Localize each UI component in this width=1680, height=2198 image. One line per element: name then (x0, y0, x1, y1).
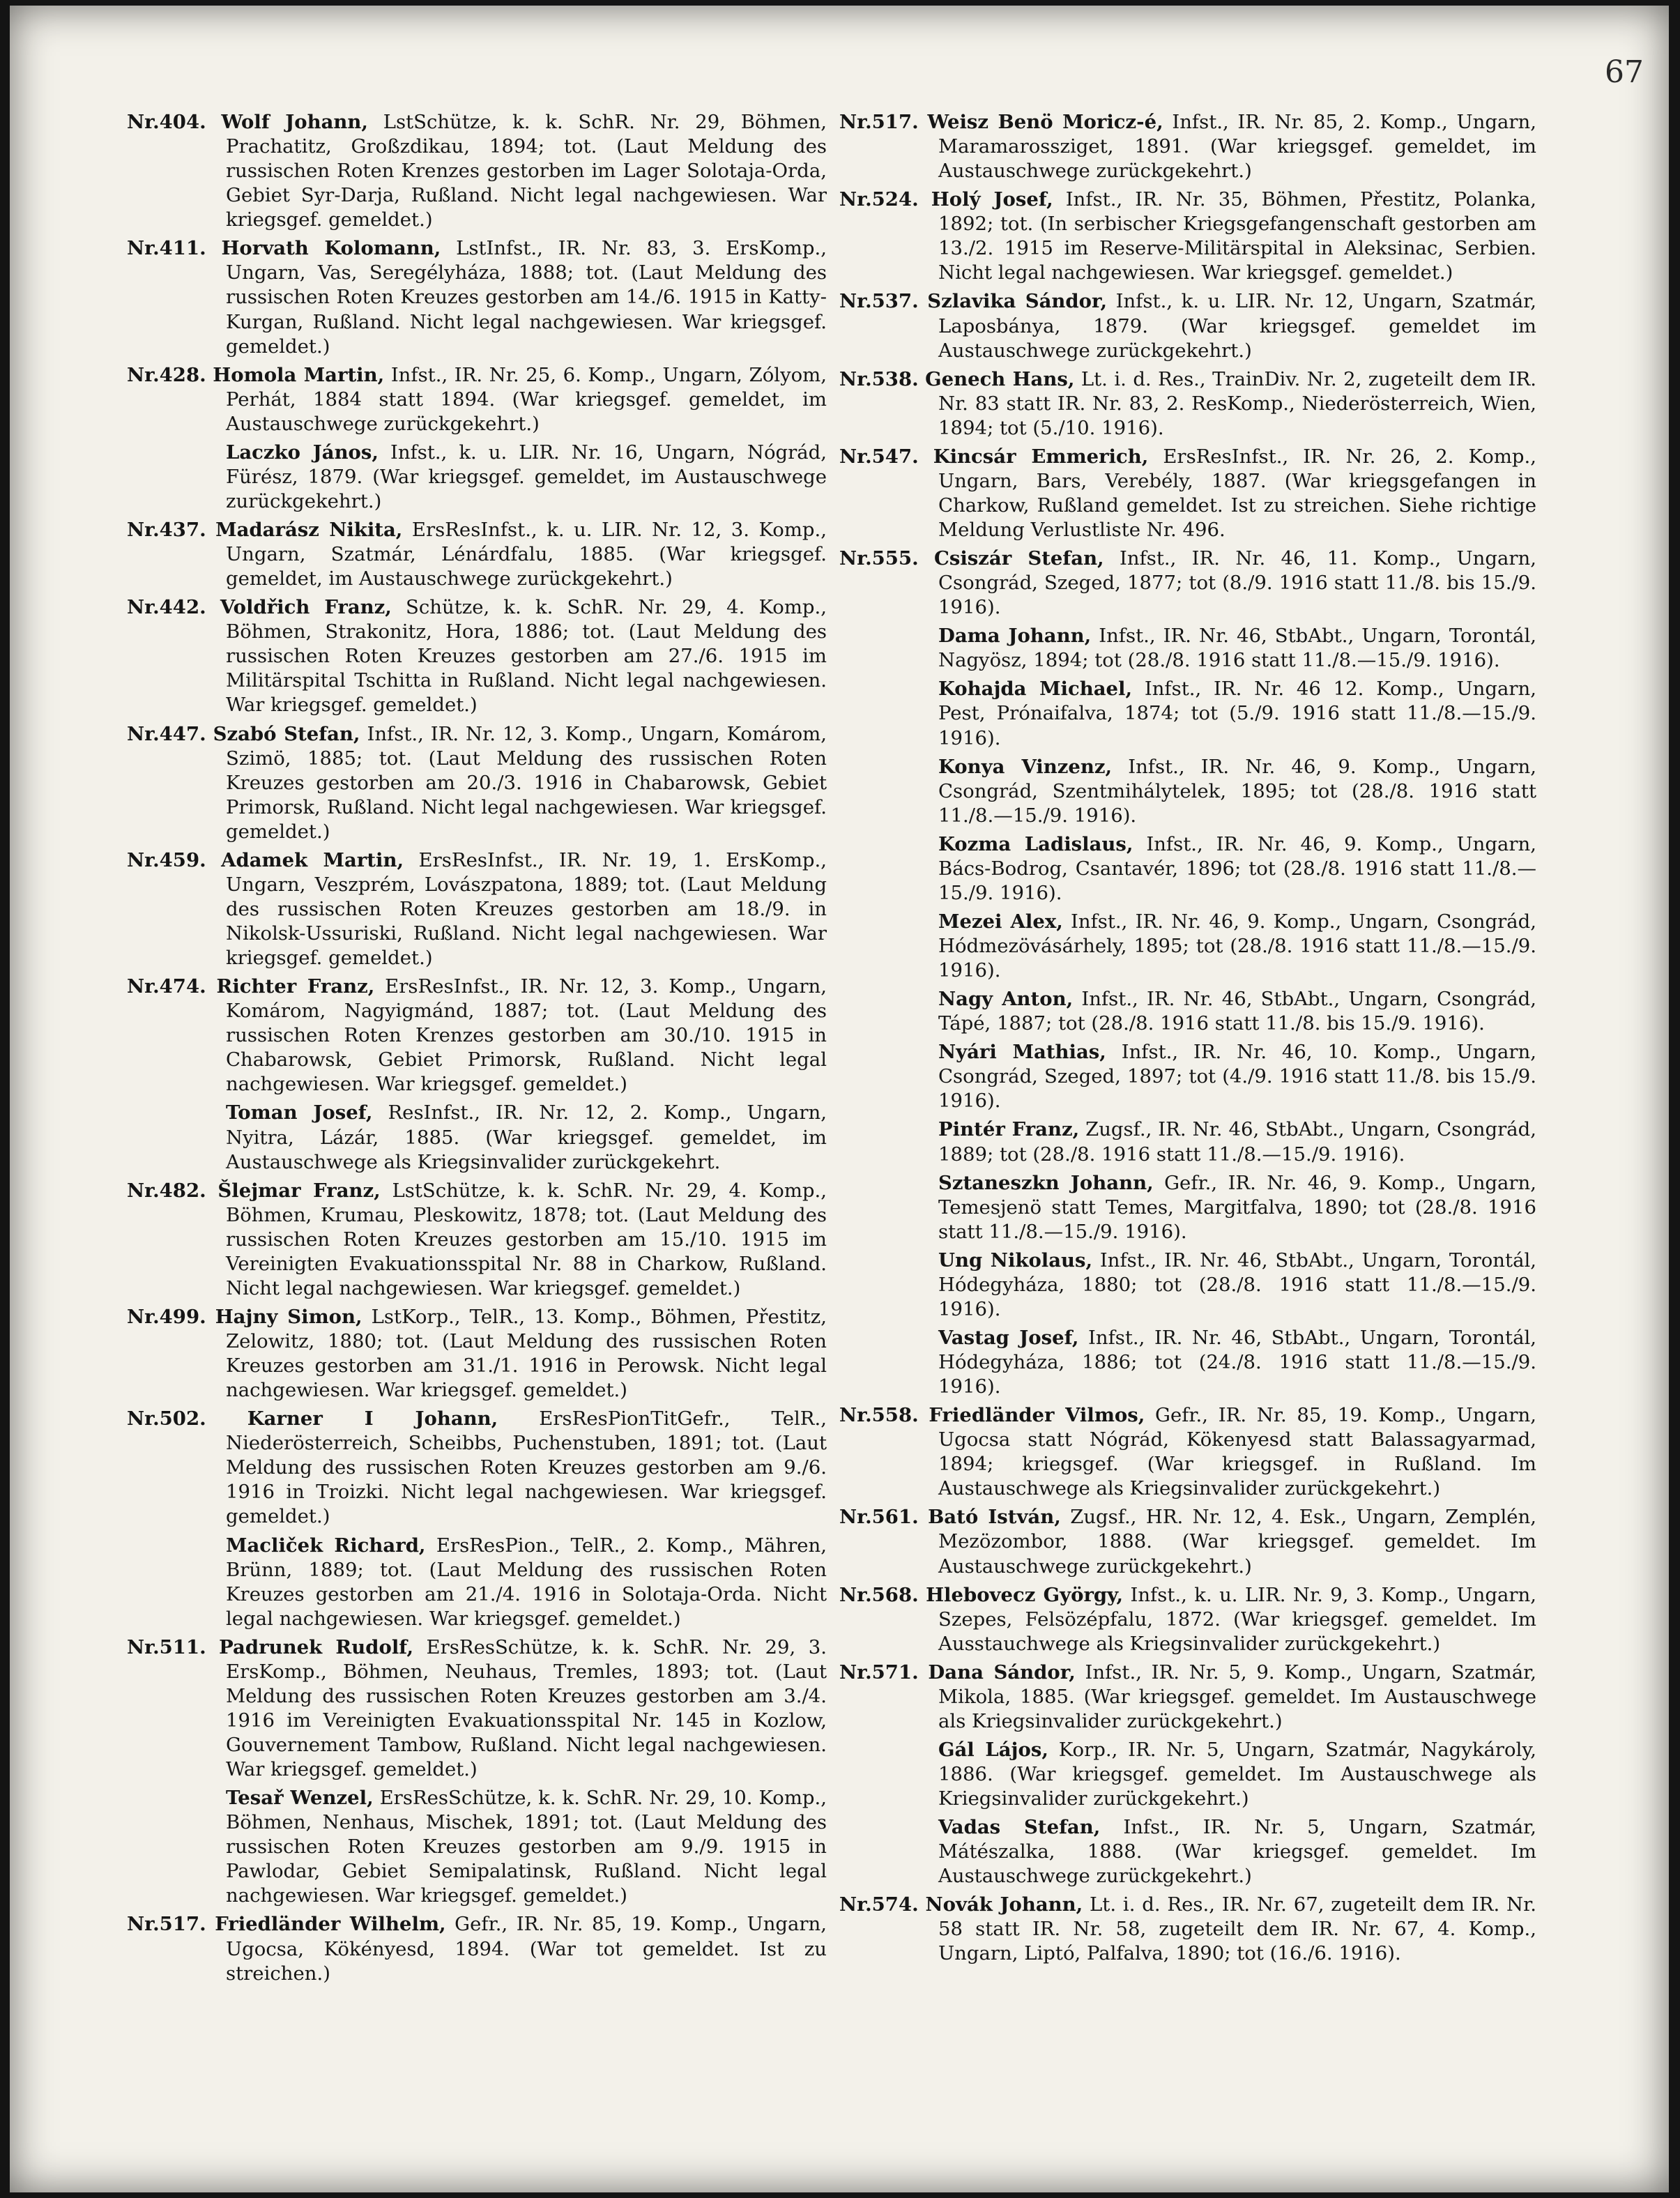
entry-number: Nr.568. (839, 1583, 919, 1606)
entry-text: Korp., IR. Nr. 5, Ungarn, Szatmár, Nagykároly, 1886. (War kriegsgef. gemeldet. Im Austauschwege als Kriegsinvalider zurückgekehrt.) (938, 1738, 1537, 1810)
entry-name: Šlejmar Franz, (217, 1179, 381, 1202)
entry-name: Genech Hans, (925, 367, 1075, 390)
entry-number: Nr.555. (839, 547, 919, 570)
list-entry (839, 1403, 1536, 1501)
entry-name: Voldřich Franz, (220, 596, 392, 619)
list-entry (127, 363, 827, 436)
list-entry (127, 236, 827, 358)
list-entry (127, 595, 827, 717)
list-entry (839, 445, 1536, 542)
entry-text: ErsResPion., TelR., 2. Komp., Mähren, Brünn, 1889; tot. (Laut Meldung des russischen Roten Kreuzes gestorben am 21./4. 1916 in Solotaja-Orda. Nicht legal nachgewiesen. War kriegsgef. gemeldet.) (226, 1534, 827, 1630)
entry-name: Wolf Johann, (221, 111, 368, 133)
entry-name: Dana Sándor, (928, 1661, 1076, 1684)
entry-text: Infst., k. u. LIR. Nr. 12, Ungarn, Szatmár, Laposbánya, 1879. (War kriegsgef. gemeldet im Austauschwege zurückgekehrt.) (938, 290, 1536, 362)
entry-text: Schütze, k. k. SchR. Nr. 29, 4. Komp., Böhmen, Strakonitz, Hora, 1886; tot. (Laut Meldung des russischen Roten Kreuzes gestorben am 27./6. 1915 im Militärspital Tschitta in Rußland. Nicht legal nachgewiesen. War kriegsgef. gemeldet.) (226, 596, 827, 717)
entry-text: Gefr., IR. Nr. 85, 19. Komp., Ungarn, Ugocsa, Kökényesd, 1894. (War tot gemeldet. Ist zu streichen.) (226, 1913, 827, 1985)
list-entry (839, 832, 1536, 906)
list-entry (839, 1505, 1536, 1578)
entry-name: Toman Josef, (226, 1101, 373, 1124)
right-column (839, 110, 1536, 1971)
entry-text: Infst., IR. Nr. 46, 10. Komp., Ungarn, Csongrád, Szeged, 1897; tot (4./9. 1916 statt 11./8. bis 15./9. 1916). (938, 1041, 1536, 1113)
list-entry (839, 677, 1536, 750)
entry-number: Nr.547. (839, 445, 919, 468)
list-entry (839, 1738, 1536, 1811)
entry-text: Infst., IR. Nr. 46, StbAbt., Ungarn, Torontál, Nagyösz, 1894; tot (28./8. 1916 statt 11./8.—15./9. 1916). (938, 625, 1536, 672)
entry-name: Pintér Franz, (938, 1118, 1080, 1141)
entry-name: Adamek Martin, (221, 848, 404, 871)
entry-text: Infst., IR. Nr. 46, StbAbt., Ungarn, Torontál, Hódegyháza, 1886; tot (24./8. 1916 statt 11./8.—15./9. 1916). (938, 1326, 1536, 1398)
entry-name: Homola Martin, (213, 363, 385, 386)
entry-text: LstSchütze, k. k. SchR. Nr. 29, Böhmen, Prachatitz, Großzdikau, 1894; tot. (Laut Meldung des russischen Roten Krenzes gestorben im Lager Solotaja-Orda, Gebiet Syr-Darja, Rußland. Nicht legal nachgewiesen. War kriegsgef. gemeldet.) (226, 111, 827, 231)
list-entry (839, 1661, 1536, 1734)
entry-name: Novák Johann, (925, 1893, 1083, 1916)
list-entry (127, 1635, 827, 1782)
entry-number: Nr.517. (127, 1913, 206, 1936)
list-entry (127, 1305, 827, 1403)
entry-text: Gefr., IR. Nr. 85, 19. Komp., Ungarn, Ugocsa statt Nógrád, Kökenyesd statt Balassagyarmad, 1894; kriegsgef. (War kriegsgef. in Rußland. Im Austauschwege als Kriegsinvalider zurückgekehrt.) (938, 1404, 1536, 1500)
entry-text: Infst., IR. Nr. 5, Ungarn, Szatmár, Mátészalka, 1888. (War kriegsgef. gemeldet. Im Austauschwege zurückgekehrt.) (938, 1816, 1537, 1888)
entry-number: Nr.404. (127, 111, 206, 133)
entry-text: ErsResInfst., k. u. LIR. Nr. 12, 3. Komp., Ungarn, Szatmár, Lénárdfalu, 1885. (War kriegsgef. gemeldet, im Austauschwege zurückgekehrt.) (226, 519, 827, 590)
entry-text: Infst., IR. Nr. 35, Böhmen, Přestitz, Polanka, 1892; tot. (In serbischer Kriegsgefangenschaft gestorben am 13./2. 1915 im Reserve-Militärspital in Aleksinac, Serbien. Nicht legal nachgewiesen. War kriegsgef. gemeldet.) (938, 188, 1536, 284)
entry-text: ErsResSchütze, k. k. SchR. Nr. 29, 3. ErsKomp., Böhmen, Neuhaus, Tremles, 1893; tot. (Laut Meldung des russischen Roten Kreuzes gestorben am 3./4. 1916 im Vereinigten Evakuationsspital Nr. 145 in Kozlow, Gouvernement Tambow, Rußland. Nicht legal nachgewiesen. War kriegsgef. gemeldet.) (226, 1635, 827, 1781)
entry-text: Lt. i. d. Res., TrainDiv. Nr. 2, zugeteilt dem IR. Nr. 83 statt IR. Nr. 83, 2. ResKomp., Niederösterreich, Wien, 1894; tot (5./10. 1916). (938, 367, 1536, 439)
entry-name: Hajny Simon, (215, 1305, 362, 1328)
entry-text: Infst., k. u. LIR. Nr. 16, Ungarn, Nógrád, Fürész, 1879. (War kriegsgef. gemeldet, im Austauschwege zurückgekehrt.) (226, 441, 827, 512)
left-column (127, 110, 827, 1990)
entry-number: Nr.447. (127, 722, 206, 745)
entry-number: Nr.517. (839, 111, 919, 133)
entry-name: Csiszár Stefan, (933, 547, 1104, 570)
list-entry (839, 1117, 1536, 1166)
list-entry (839, 1815, 1536, 1888)
entry-number: Nr.571. (839, 1661, 919, 1684)
entry-name: Tesař Wenzel, (226, 1787, 374, 1810)
entry-text: Zugsf., IR. Nr. 46, StbAbt., Ungarn, Csongrád, 1889; tot (28./8. 1916 statt 11./8.—15./9. 1916). (938, 1118, 1536, 1166)
entry-name: Weisz Benö Moricz-é, (927, 111, 1163, 133)
entry-number: Nr.537. (839, 290, 919, 313)
page-number: 67 (1605, 54, 1644, 90)
entry-name: Vadas Stefan, (938, 1816, 1101, 1839)
document-page (10, 6, 1669, 2192)
entry-name: Madarász Nikita, (215, 519, 403, 541)
entry-name: Macliček Richard, (226, 1534, 426, 1557)
entry-name: Nyári Mathias, (938, 1041, 1106, 1064)
entry-name: Vastag Josef, (938, 1326, 1079, 1349)
entry-name: Szabó Stefan, (213, 722, 360, 745)
entry-name: Holý Josef, (931, 188, 1053, 211)
entry-text: ErsResInfst., IR. Nr. 19, 1. ErsKomp., Ungarn, Veszprém, Lovászpatona, 1889; tot. (Laut Meldung des russischen Roten Kreuzes gestorben am 18./9. in Nikolsk-Ussuriski, Rußland. Nicht legal nachgewiesen. War kriegsgef. gemeldet.) (226, 848, 827, 970)
entry-text: ErsResPionTitGefr., TelR., Niederösterreich, Scheibbs, Puchenstuben, 1891; tot. (Laut Meldung des russischen Roten Kreuzes gestorben am 9./6. 1916 in Troizki. Nicht legal nachgewiesen. War kriegsgef. gemeldet.) (226, 1407, 827, 1528)
entry-text: Infst., IR. Nr. 46, StbAbt., Ungarn, Csongrád, Tápé, 1887; tot (28./8. 1916 statt 11./8. bis 15./9. 1916). (938, 988, 1536, 1035)
entry-name: Kozma Ladislaus, (938, 832, 1133, 855)
entry-number: Nr.437. (127, 519, 206, 541)
list-entry (839, 289, 1536, 362)
list-entry (839, 987, 1536, 1036)
entry-name: Laczko János, (226, 441, 379, 464)
entry-number: Nr.459. (127, 848, 206, 871)
entry-name: Kincsár Emmerich, (933, 445, 1149, 468)
entry-text: ErsResInfst., IR. Nr. 26, 2. Komp., Ungarn, Bars, Verebély, 1887. (War kriegsgefangen in Charkow, Rußland gemeldet. Ist zu streichen. Siehe richtige Meldung Verlustliste Nr. 496. (938, 445, 1537, 541)
list-entry (839, 1326, 1536, 1399)
list-entry (127, 110, 827, 232)
list-entry (127, 848, 827, 970)
list-entry (127, 1534, 827, 1631)
list-entry (839, 1171, 1536, 1244)
entry-text: Zugsf., HR. Nr. 12, 4. Esk., Ungarn, Zemplén, Mezözombor, 1888. (War kriegsgef. gemeldet. Im Austauschwege zurückgekehrt.) (938, 1506, 1536, 1578)
list-entry (127, 975, 827, 1097)
entry-name: Padrunek Rudolf, (219, 1635, 414, 1658)
entry-name: Nagy Anton, (938, 988, 1074, 1011)
entry-text: ErsResSchütze, k. k. SchR. Nr. 29, 10. Komp., Böhmen, Nenhaus, Mischek, 1891; tot. (Laut Meldung des russischen Roten Kreuzes gestorben am 9./9. 1915 in Pawlodar, Gebiet Semipalatinsk, Rußland. Nicht legal nachgewiesen. War kriegsgef. gemeldet.) (226, 1787, 827, 1907)
list-entry (127, 1912, 827, 1985)
entry-text: Infst., IR. Nr. 46, 11. Komp., Ungarn, Csongrád, Szeged, 1877; tot (8./9. 1916 statt 11./8. bis 15./9. 1916). (938, 547, 1536, 619)
entry-number: Nr.574. (839, 1893, 919, 1916)
entry-text: ErsResInfst., IR. Nr. 12, 3. Komp., Ungarn, Komárom, Nagyigmánd, 1887; tot. (Laut Meldung des russischen Roten Krenzes gestorben am 30./10. 1915 in Chabarowsk, Gebiet Primorsk, Rußland. Nicht legal nachgewiesen. War kriegsgef. gemeldet.) (226, 975, 827, 1096)
list-entry (127, 1786, 827, 1908)
entry-number: Nr.442. (127, 596, 206, 619)
list-entry (839, 1040, 1536, 1113)
entry-text: LstInfst., IR. Nr. 83, 3. ErsKomp., Ungarn, Vas, Seregélyháza, 1888; tot. (Laut Meldung des russischen Roten Kreuzes gestorben am 14./6. 1915 in Katty-Kurgan, Rußland. Nicht legal nachgewiesen. War kriegsgef. gemeldet.) (226, 237, 827, 358)
entry-text: Infst., k. u. LIR. Nr. 9, 3. Komp., Ungarn, Szepes, Felsözépfalu, 1872. (War kriegsgef. gemeldet. Im Ausstauchwege als Kriegsinvalider zurückgekehrt.) (938, 1583, 1536, 1655)
list-entry (839, 1583, 1536, 1656)
list-entry (127, 441, 827, 514)
entry-text: LstSchütze, k. k. SchR. Nr. 29, 4. Komp., Böhmen, Krumau, Pleskowitz, 1878; tot. (Laut Meldung des russischen Roten Kreuzes gestorben am 15./10. 1915 im Vereinigten Evakuationsspital Nr. 88 in Charkow, Rußland. Nicht legal nachgewiesen. War kriegsgef. gemeldet.) (226, 1179, 827, 1299)
entry-name: Bató István, (928, 1506, 1061, 1529)
entry-name: Mezei Alex, (938, 910, 1063, 933)
entry-text: Infst., IR. Nr. 25, 6. Komp., Ungarn, Zólyom, Perhát, 1884 statt 1894. (War kriegsgef. gemeldet, im Austauschwege zurückgekehrt.) (226, 363, 827, 435)
list-entry (127, 1179, 827, 1301)
entry-number: Nr.499. (127, 1305, 206, 1328)
entry-text: Infst., IR. Nr. 46, StbAbt., Ungarn, Torontál, Hódegyháza, 1880; tot (28./8. 1916 statt 11./8.—15./9. 1916). (938, 1249, 1536, 1320)
entry-name: Konya Vinzenz, (938, 755, 1113, 778)
entry-number: Nr.428. (127, 363, 206, 386)
entry-text: Infst., IR. Nr. 85, 2. Komp., Ungarn, Maramarossziget, 1891. (War kriegsgef. gemeldet, im Austauschwege zurückgekehrt.) (938, 111, 1536, 183)
entry-name: Sztaneszkn Johann, (938, 1171, 1154, 1194)
entry-text: Infst., IR. Nr. 46 12. Komp., Ungarn, Pest, Prónaifalva, 1874; tot (5./9. 1916 statt 11./8.—15./9. 1916). (938, 678, 1536, 749)
entry-name: Hlebovecz György, (926, 1583, 1124, 1606)
entry-number: Nr.538. (839, 367, 919, 390)
entry-name: Dama Johann, (938, 625, 1092, 648)
entry-number: Nr.558. (839, 1404, 919, 1427)
entry-number: Nr.474. (127, 975, 206, 998)
entry-text: Infst., IR. Nr. 46, 9. Komp., Ungarn, Bács-Bodrog, Csantavér, 1896; tot (28./8. 1916 statt 11./8.—15./9. 1916). (938, 832, 1536, 904)
entry-text: LstKorp., TelR., 13. Komp., Böhmen, Přestitz, Zelowitz, 1880; tot. (Laut Meldung des russischen Roten Kreuzes gestorben am 31./1. 1916 in Perowsk. Nicht legal nachgewiesen. War kriegsgef. gemeldet.) (226, 1305, 827, 1402)
entry-name: Kohajda Michael, (938, 678, 1133, 701)
entry-text: Infst., IR. Nr. 12, 3. Komp., Ungarn, Komárom, Szimö, 1885; tot. (Laut Meldung des russischen Roten Kreuzes gestorben am 20./3. 1916 in Chabarowsk, Gebiet Primorsk, Rußland. Nicht legal nachgewiesen. War kriegsgef. gemeldet.) (226, 722, 827, 843)
entry-text: Infst., IR. Nr. 46, 9. Komp., Ungarn, Csongrád, Hódmezövásárhely, 1895; tot (28./8. 1916 statt 11./8.—15./9. 1916). (938, 910, 1536, 982)
entry-text: Lt. i. d. Res., IR. Nr. 67, zugeteilt dem IR. Nr. 58 statt IR. Nr. 58, zugeteilt dem IR. Nr. 67, 4. Komp., Ungarn, Liptó, Palfalva, 1890; tot (16./6. 1916). (938, 1893, 1536, 1965)
entry-text: ResInfst., IR. Nr. 12, 2. Komp., Ungarn, Nyitra, Lázár, 1885. (War kriegsgef. gemeldet, im Austauschwege als Kriegsinvalider zurückgekehrt. (226, 1101, 827, 1173)
list-entry (127, 722, 827, 844)
list-entry (127, 518, 827, 591)
entry-text: Infst., IR. Nr. 5, 9. Komp., Ungarn, Szatmár, Mikola, 1885. (War kriegsgef. gemeldet. Im Austauschwege als Kriegsinvalider zurückgekehrt.) (938, 1661, 1536, 1732)
entry-text: Infst., IR. Nr. 46, 9. Komp., Ungarn, Csongrád, Szentmihálytelek, 1895; tot (28./8. 1916 statt 11./8.—15./9. 1916). (938, 755, 1536, 827)
list-entry (127, 1407, 827, 1529)
list-entry (839, 110, 1536, 183)
list-entry (839, 188, 1536, 285)
entry-number: Nr.524. (839, 188, 919, 211)
list-entry (127, 1101, 827, 1174)
list-entry (839, 1893, 1536, 1966)
entry-name: Karner I Johann, (247, 1407, 498, 1430)
list-entry (839, 547, 1536, 620)
entry-name: Horvath Kolomann, (221, 237, 441, 260)
entry-number: Nr.502. (127, 1407, 206, 1430)
list-entry (839, 1249, 1536, 1322)
entry-name: Gál Lájos, (938, 1738, 1048, 1761)
entry-name: Friedländer Vilmos, (929, 1404, 1145, 1427)
entry-text: Gefr., IR. Nr. 46, 9. Komp., Ungarn, Temesjenö statt Temes, Margitfalva, 1890; tot (28./8. 1916 statt 11./8.—15./9. 1916). (938, 1171, 1536, 1243)
entry-number: Nr.511. (127, 1635, 206, 1658)
list-entry (839, 367, 1536, 441)
entry-name: Richter Franz, (216, 975, 375, 998)
entry-name: Szlavika Sándor, (927, 290, 1108, 313)
list-entry (839, 910, 1536, 983)
list-entry (839, 624, 1536, 673)
entry-name: Friedländer Wilhelm, (215, 1913, 446, 1936)
entry-number: Nr.411. (127, 237, 206, 260)
entry-number: Nr.482. (127, 1179, 206, 1202)
entry-name: Ung Nikolaus, (938, 1249, 1093, 1272)
entry-number: Nr.561. (839, 1506, 919, 1529)
list-entry (839, 755, 1536, 828)
